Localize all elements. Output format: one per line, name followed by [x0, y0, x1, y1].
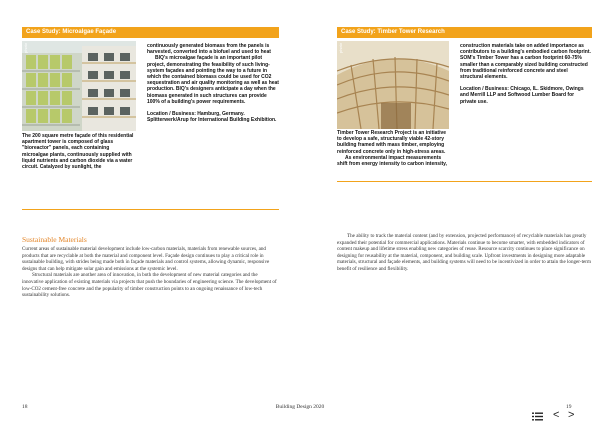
paragraph-2: Structural materials are another area of innovation, in both the development of new material categories and the innovative application of existing materials via projects that push the boundaries of engineering science. The development of low-CO2 cement-free concrete and the popularity of timber construction points to an ongoing renaissance of low-tech sustainability solutions.	[22, 272, 277, 299]
case-study-body	[147, 43, 279, 123]
paragraph-1: Current areas of sustainable material development include low-carbon materials, materials from renewable sources, and products that are recyclable at both the material and component level. Façade design continues to play a critical role in sustainable building, with strides being made both in façade materials and control systems, allowing dynamic, responsive designs that can help mitigate solar gain and emissions at the systemic level.	[22, 246, 270, 272]
photo-credit-label: photo	[338, 43, 343, 54]
running-footer: Building Design 2020	[275, 404, 325, 410]
chevron-right-icon[interactable]: >	[568, 409, 575, 421]
body-text-1: construction materials take on added importance as contributors to a building's embodied carbon footprint. SOM's Timber Tower has a carbon footprint 60-75% smaller than a comparably sized building constructed from traditional reinforced concrete and steel structural elements.	[460, 43, 591, 81]
caption-text-2: As environmental impact measurements shift from energy intensity to carbon intensity,	[337, 154, 447, 168]
page-number: 19	[566, 404, 572, 410]
case-study-body	[460, 43, 591, 105]
case-study-header: Case Study: Microalgae Façade	[22, 27, 279, 38]
section-title: Sustainable Materials	[22, 235, 87, 244]
timber-structure-illustration	[337, 41, 449, 129]
body-location: Location / Business: Chicago, IL. Skidmore, Owings and Merrill LLP and Softwood Lumber Board for private use.	[460, 86, 584, 105]
case-study-caption	[22, 133, 136, 170]
case-study-divider	[22, 209, 279, 210]
facade-illustration	[22, 41, 136, 131]
menu-list-icon[interactable]	[532, 412, 543, 421]
case-study-divider	[337, 181, 592, 182]
body-location: Location / Business: Hamburg, Germany. Splitterwerk/Arup for International Building Exhibition.	[147, 111, 277, 124]
right-page	[275, 0, 600, 425]
caption-text-1: Timber Tower Research Project is an initiative to develop a safe, structurally viable 42-story building framed with mass timber, employing reinforced concrete only in high-stress areas.	[337, 130, 447, 155]
case-study-caption	[337, 130, 452, 167]
body-text-1: continuously generated biomass from the panels is harvested, converted into a biofuel and used to heat	[147, 43, 271, 56]
menu-list-glyph	[532, 412, 543, 421]
body-column-left	[22, 246, 280, 299]
photo-credit-label: photo	[23, 43, 28, 54]
timber-tower-photo	[337, 41, 449, 129]
microalgae-facade-photo	[22, 41, 136, 131]
chevron-left-icon[interactable]: <	[553, 409, 560, 421]
caption-text: The 200 square metre façade of this residential apartment tower is composed of glass "bioreactor" panels, each containing microalgae plants, continuously supplied with liquid nutrients and carbon dioxide via a water circuit. Catalyzed by sunlight, the	[22, 133, 134, 171]
body-text-2: BIQ's microalgae façade is an important pilot project, demonstrating the feasibility of such living-system façades and pointing the way to a future in which the contained biomass could be used for CO2 sequestration and air quality monitoring as well as heat production. BIQ's designers anticipate a day when the biomass generated in such structures can provide 100% of a building's power requirements.	[147, 55, 279, 105]
page-number: 18	[22, 404, 28, 410]
paragraph-1: The ability to track the material content (and by extension, projected performance) of recyclable materials has greatly expanded their potential for commercial applications. Materials continue to become smarter, with embedded indicators of content makeup and lifetime stress enabling new categories of reuse. Resource scarcity continues to place significance on designing for reusability at the material, component, and building scale. Upfront investments in designing more adaptable materials, structural and façade elements, and building systems will need to be incentivized in order to attain the longer-term benefit of resilience and flexibility.	[337, 233, 591, 272]
body-column-right	[337, 233, 592, 273]
case-study-header: Case Study: Timber Tower Research	[337, 27, 592, 38]
